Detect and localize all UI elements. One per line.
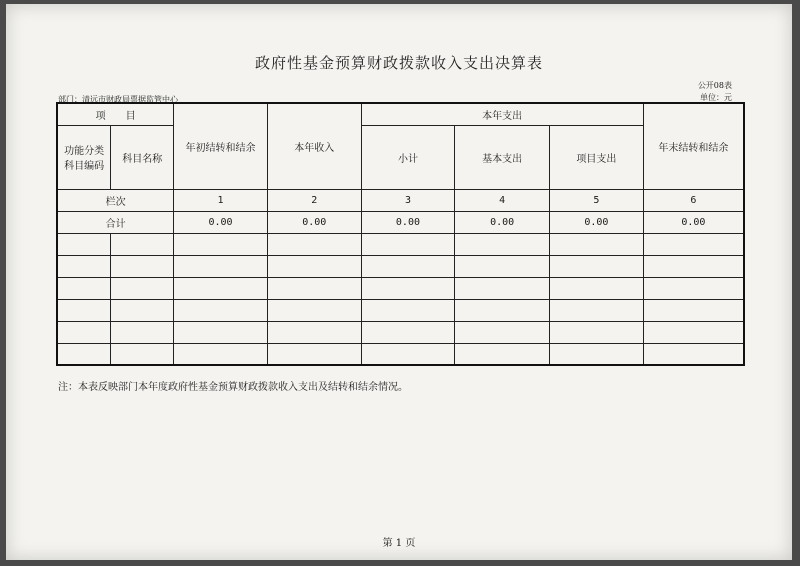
empty-cell — [57, 343, 111, 365]
empty-cell — [361, 299, 455, 321]
column-index-cell: 2 — [267, 189, 361, 211]
empty-cell — [455, 299, 550, 321]
empty-cell — [550, 321, 644, 343]
empty-cell — [174, 343, 268, 365]
empty-cell — [111, 343, 174, 365]
empty-cell — [57, 299, 111, 321]
department-label: 部门：清远市财政局票据监管中心 — [58, 95, 178, 104]
empty-cell — [267, 233, 361, 255]
total-value-cell: 0.00 — [174, 211, 268, 233]
empty-cell — [57, 321, 111, 343]
empty-cell — [455, 343, 550, 365]
document-sheet — [6, 4, 792, 560]
empty-cell — [174, 321, 268, 343]
empty-cell — [174, 277, 268, 299]
empty-cell — [361, 277, 455, 299]
column-index-cell: 4 — [455, 189, 550, 211]
table-row — [57, 343, 744, 365]
empty-cell — [57, 233, 111, 255]
empty-cell — [643, 255, 744, 277]
empty-cell — [361, 255, 455, 277]
empty-cell — [550, 343, 644, 365]
table-row — [57, 277, 744, 299]
header-subtotal: 小计 — [361, 125, 455, 189]
header-basic-expense: 基本支出 — [455, 125, 550, 189]
empty-cell — [111, 299, 174, 321]
empty-cell — [267, 255, 361, 277]
empty-cell — [267, 299, 361, 321]
budget-table — [56, 102, 745, 366]
column-index-cell: 3 — [361, 189, 455, 211]
total-label: 合计 — [57, 211, 174, 233]
header-income: 本年收入 — [267, 103, 361, 189]
footnote: 注：本表反映部门本年度政府性基金预算财政拨款收入支出及结转和结余情况。 — [58, 382, 408, 393]
empty-cell — [550, 255, 644, 277]
empty-cell — [361, 233, 455, 255]
empty-cell — [174, 255, 268, 277]
empty-cell — [643, 277, 744, 299]
empty-cell — [111, 277, 174, 299]
total-value-cell: 0.00 — [550, 211, 644, 233]
header-project-expense: 项目支出 — [550, 125, 644, 189]
table-row — [57, 255, 744, 277]
table-row — [57, 299, 744, 321]
empty-cell — [550, 299, 644, 321]
column-index-cell: 1 — [174, 189, 268, 211]
empty-cell — [643, 321, 744, 343]
report-title: 政府性基金预算财政拨款收入支出决算表 — [254, 54, 543, 72]
empty-cell — [111, 233, 174, 255]
header-begin-balance: 年初结转和结余 — [174, 103, 268, 189]
table-row — [57, 321, 744, 343]
empty-cell — [455, 277, 550, 299]
total-value-cell: 0.00 — [455, 211, 550, 233]
unit-label: 单位：元 — [700, 93, 732, 102]
header-item: 项 目 — [57, 103, 174, 125]
empty-cell — [643, 233, 744, 255]
empty-cell — [111, 321, 174, 343]
empty-cell — [174, 299, 268, 321]
total-value-cell: 0.00 — [361, 211, 455, 233]
empty-cell — [267, 321, 361, 343]
empty-cell — [550, 277, 644, 299]
page-number: 第 1 页 — [382, 538, 416, 549]
header-subject-name: 科目名称 — [111, 125, 174, 189]
total-value-cell: 0.00 — [267, 211, 361, 233]
form-code: 公开08表 — [697, 81, 732, 90]
empty-cell — [267, 277, 361, 299]
header-end-balance: 年末结转和结余 — [643, 103, 744, 189]
empty-cell — [57, 255, 111, 277]
empty-cell — [361, 321, 455, 343]
header-expense-group: 本年支出 — [361, 103, 643, 125]
empty-cell — [550, 233, 644, 255]
empty-cell — [643, 343, 744, 365]
column-index-cell: 6 — [643, 189, 744, 211]
column-index-label: 栏次 — [57, 189, 174, 211]
header-func-code: 功能分类科目编码 — [57, 125, 111, 189]
empty-cell — [455, 233, 550, 255]
empty-cell — [57, 277, 111, 299]
empty-cell — [455, 321, 550, 343]
empty-cell — [361, 343, 455, 365]
empty-cell — [643, 299, 744, 321]
total-value-cell: 0.00 — [643, 211, 744, 233]
empty-cell — [174, 233, 268, 255]
table-row — [57, 233, 744, 255]
empty-cell — [111, 255, 174, 277]
empty-cell — [267, 343, 361, 365]
column-index-cell: 5 — [550, 189, 644, 211]
empty-cell — [455, 255, 550, 277]
